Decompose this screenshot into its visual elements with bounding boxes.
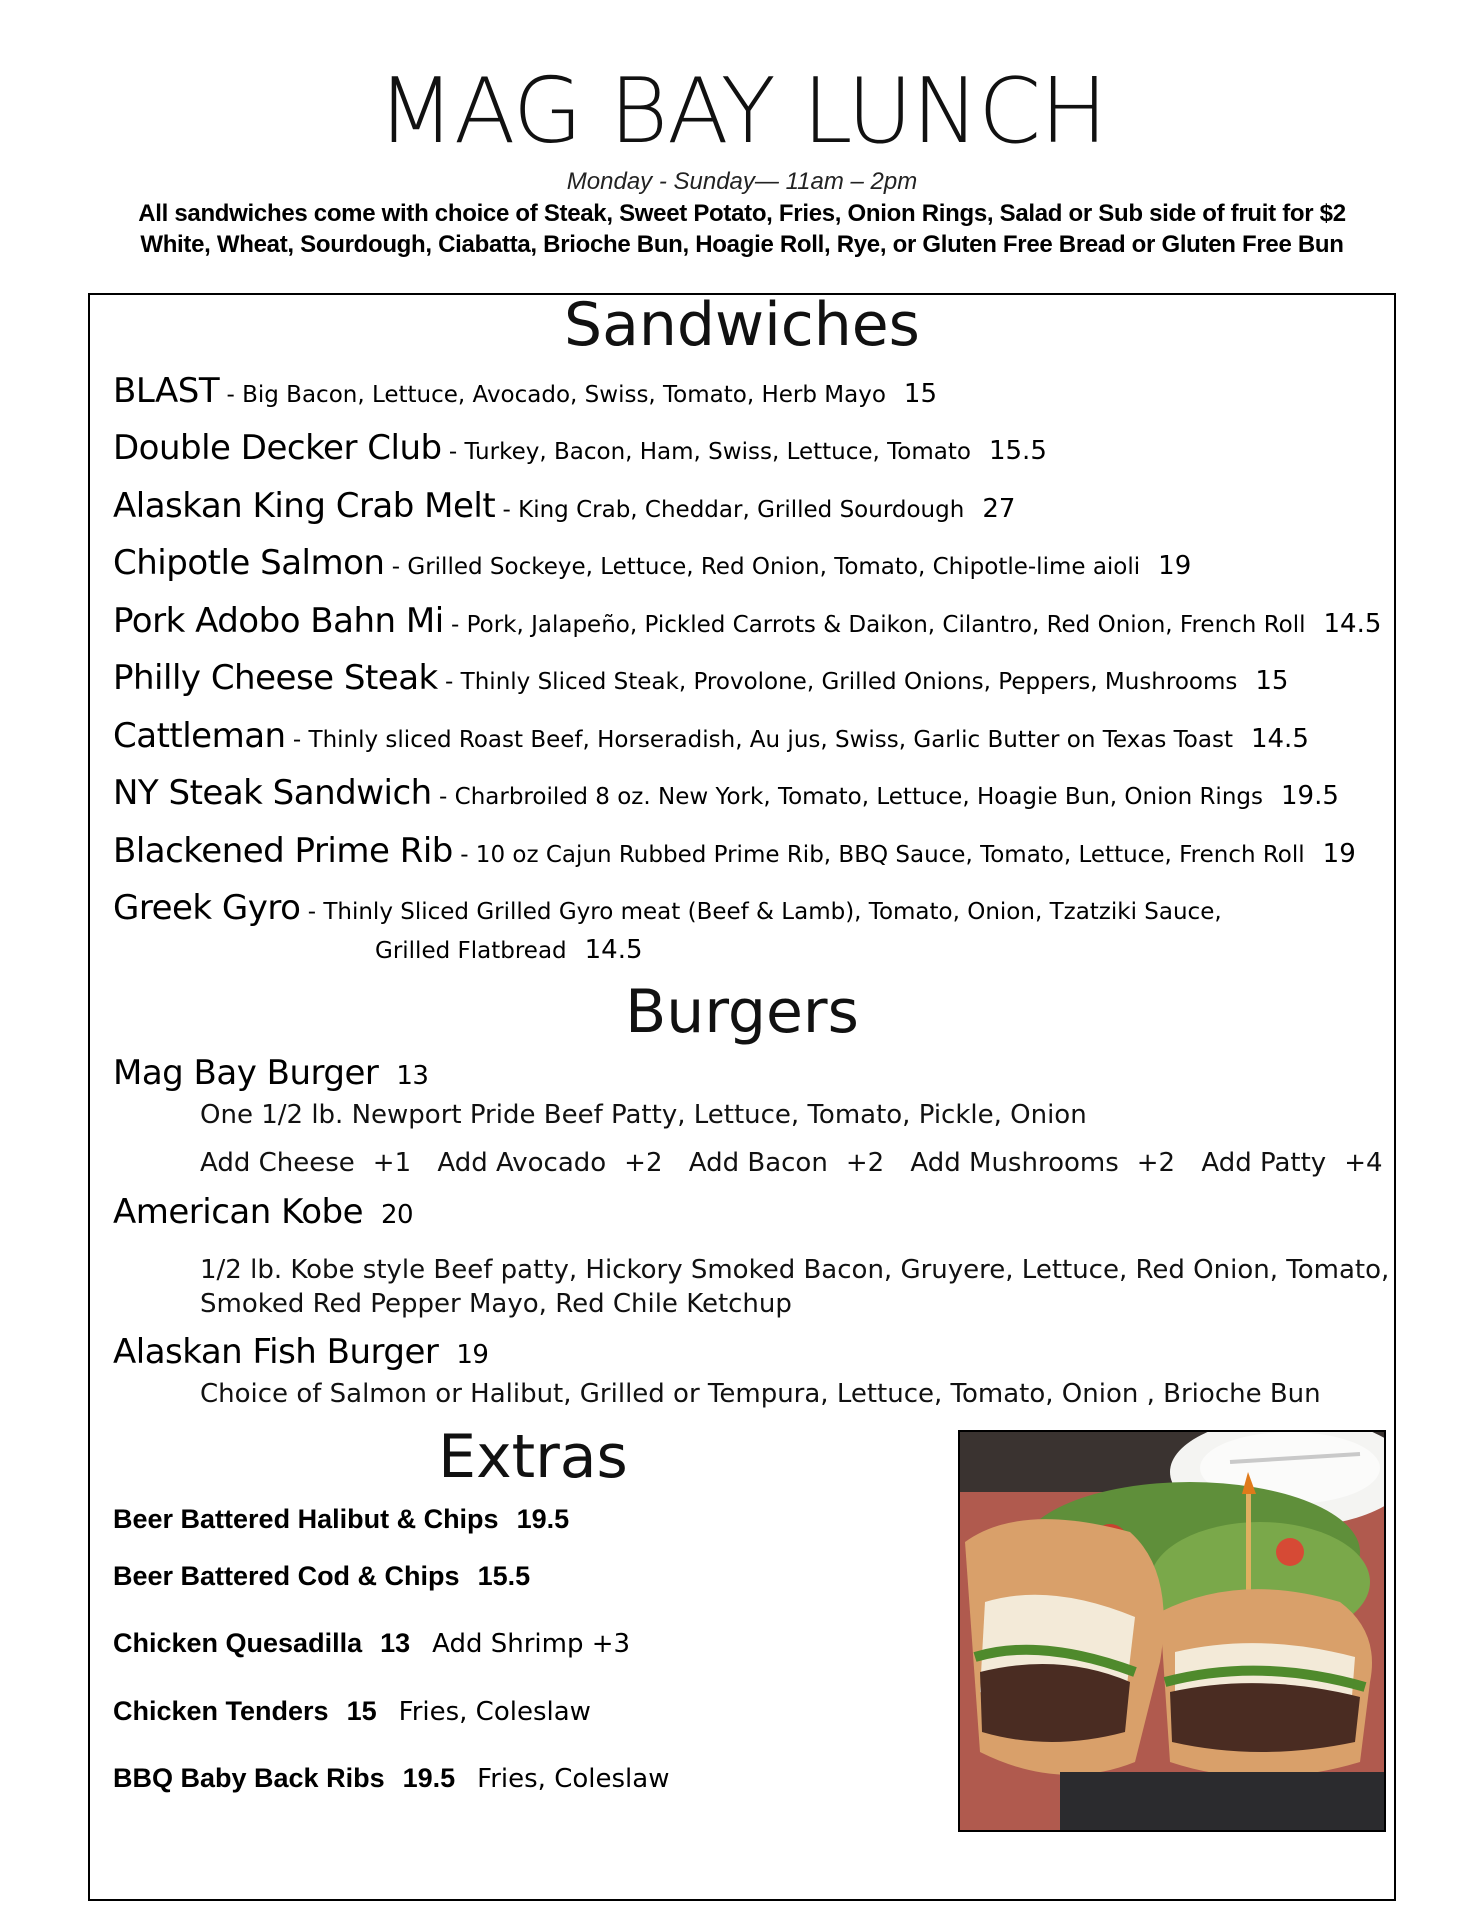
item-name: Mag Bay Burger	[113, 1053, 379, 1093]
item-desc-continued: Grilled Flatbread	[375, 938, 567, 964]
section-title-sandwiches: Sandwiches	[564, 290, 920, 360]
bread-note: White, Wheat, Sourdough, Ciabatta, Brioche Bun, Hoagie Roll, Rye, or Gluten Free Bread or Gluten Free Bun	[140, 231, 1344, 258]
item-name: Philly Cheese Steak	[113, 658, 438, 698]
addon-label: Add Bacon	[688, 1148, 828, 1178]
item-price: 15.5	[477, 1561, 531, 1591]
menu-item	[113, 599, 1381, 647]
item-note: Add Shrimp +3	[432, 1629, 631, 1659]
item-desc: - Thinly Sliced Grilled Gyro meat (Beef & Lamb), Tomato, Onion, Tzatziki Sauce,	[300, 899, 1222, 925]
menu-item	[113, 541, 1191, 589]
item-price: 13	[396, 1061, 429, 1091]
item-name: Chicken Tenders	[113, 1696, 329, 1726]
menu-item	[113, 829, 1356, 877]
menu-item	[113, 656, 1288, 704]
item-price: 15	[903, 379, 937, 409]
addon-price: +2	[845, 1148, 885, 1178]
item-desc: - Pork, Jalapeño, Pickled Carrots & Daikon, Cilantro, Red Onion, French Roll	[443, 612, 1306, 638]
sandwich-photo	[958, 1430, 1386, 1832]
item-note: Fries, Coleslaw	[477, 1764, 670, 1794]
extra-item	[113, 1696, 591, 1727]
item-price: 15	[1255, 666, 1289, 696]
item-price: 19	[1322, 839, 1356, 869]
menu-item	[113, 426, 1047, 474]
extra-item	[113, 1504, 569, 1535]
item-desc: - 10 oz Cajun Rubbed Prime Rib, BBQ Sauce, Tomato, Lettuce, French Roll	[452, 842, 1305, 868]
menu-item-continued	[375, 935, 643, 965]
item-price: 19	[1158, 551, 1192, 581]
item-name: Pork Adobo Bahn Mi	[113, 601, 444, 641]
item-name: Double Decker Club	[113, 428, 442, 468]
addon-price: +2	[1136, 1148, 1176, 1178]
item-desc: - Grilled Sockeye, Lettuce, Red Onion, Tomato, Chipotle-lime aioli	[384, 554, 1141, 580]
sandwich-illustration	[960, 1432, 1384, 1830]
burger-desc: 1/2 lb. Kobe style Beef patty, Hickory Smoked Bacon, Gruyere, Lettuce, Red Onion, Tomato,	[200, 1255, 1390, 1285]
burger-desc-line2: Smoked Red Pepper Mayo, Red Chile Ketchup	[200, 1289, 792, 1319]
item-name: Cattleman	[113, 716, 286, 756]
item-name: BLAST	[113, 371, 220, 411]
menu-item	[113, 484, 1015, 532]
menu-item	[113, 369, 937, 417]
item-name: Alaskan Fish Burger	[113, 1332, 439, 1372]
burger-desc: One 1/2 lb. Newport Pride Beef Patty, Lettuce, Tomato, Pickle, Onion	[200, 1100, 1087, 1130]
addon-price: +4	[1344, 1148, 1383, 1178]
item-name: Blackened Prime Rib	[113, 831, 453, 871]
item-name: Beer Battered Cod & Chips	[113, 1561, 460, 1591]
addon-price: +1	[372, 1148, 412, 1178]
section-title-extras: Extras	[438, 1422, 628, 1492]
item-name: Greek Gyro	[113, 888, 301, 928]
addon-label: Add Cheese	[200, 1148, 355, 1178]
item-desc: - Charbroiled 8 oz. New York, Tomato, Lettuce, Hoagie Bun, Onion Rings	[431, 784, 1263, 810]
item-name: Chicken Quesadilla	[113, 1628, 363, 1658]
item-name: NY Steak Sandwich	[113, 773, 432, 813]
item-price: 13	[380, 1628, 411, 1658]
menu-item	[113, 771, 1339, 819]
section-title-burgers: Burgers	[625, 977, 859, 1047]
item-price: 19.5	[1281, 781, 1339, 811]
extra-item	[113, 1763, 669, 1794]
extra-item	[113, 1628, 630, 1659]
addon-label: Add Avocado	[437, 1148, 607, 1178]
item-price: 14.5	[584, 935, 643, 965]
menu-title: MAG BAY LUNCH	[377, 59, 1107, 164]
item-desc: - Thinly Sliced Steak, Provolone, Grilled Onions, Peppers, Mushrooms	[437, 669, 1238, 695]
addon-price: +2	[624, 1148, 663, 1178]
item-desc: - Turkey, Bacon, Ham, Swiss, Lettuce, Tomato	[441, 439, 971, 465]
item-price: 14.5	[1323, 609, 1382, 639]
item-price: 19.5	[516, 1504, 570, 1534]
burger-item	[113, 1332, 488, 1372]
item-price: 15.5	[988, 436, 1047, 466]
item-desc: - Big Bacon, Lettuce, Avocado, Swiss, Tomato, Herb Mayo	[219, 382, 886, 408]
extra-item	[113, 1561, 530, 1592]
item-price: 20	[381, 1200, 414, 1230]
sides-note: All sandwiches come with choice of Steak, Sweet Potato, Fries, Onion Rings, Salad or Sub side of fruit for $2	[138, 200, 1346, 227]
burger-addons	[200, 1148, 1383, 1178]
item-note: Fries, Coleslaw	[398, 1697, 591, 1727]
burger-item	[113, 1053, 428, 1093]
menu-item	[113, 714, 1309, 762]
item-price: 27	[982, 494, 1016, 524]
item-name: Alaskan King Crab Melt	[113, 486, 496, 526]
addon-label: Add Patty	[1201, 1148, 1327, 1178]
item-name: American Kobe	[113, 1192, 364, 1232]
menu-item	[113, 886, 1222, 934]
item-name: Beer Battered Halibut & Chips	[113, 1504, 499, 1534]
item-price: 15	[346, 1696, 377, 1726]
burger-item	[113, 1192, 413, 1232]
addon-label: Add Mushrooms	[910, 1148, 1119, 1178]
item-name: Chipotle Salmon	[113, 543, 385, 583]
item-price: 19	[456, 1340, 489, 1370]
item-desc: - King Crab, Cheddar, Grilled Sourdough	[495, 497, 965, 523]
burger-desc: Choice of Salmon or Halibut, Grilled or Tempura, Lettuce, Tomato, Onion , Brioche Bun	[200, 1379, 1321, 1409]
hours-text: Monday - Sunday— 11am – 2pm	[566, 168, 918, 195]
item-desc: - Thinly sliced Roast Beef, Horseradish, Au jus, Swiss, Garlic Butter on Texas Toast	[285, 727, 1233, 753]
item-price: 19.5	[402, 1763, 456, 1793]
item-name: BBQ Baby Back Ribs	[113, 1763, 385, 1793]
item-price: 14.5	[1250, 724, 1309, 754]
